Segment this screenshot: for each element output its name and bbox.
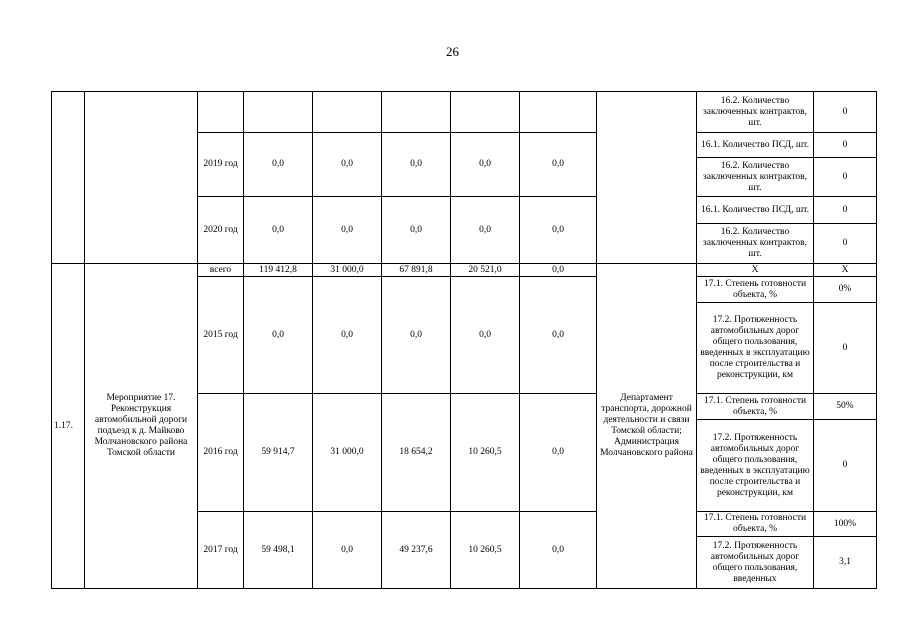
value-cell: 20 521,0 (451, 264, 520, 277)
value-cell (244, 92, 313, 133)
indicator-value: 0 (814, 92, 877, 133)
indicator-value: 0 (814, 303, 877, 394)
indicator-name: 16.1. Количество ПСД, шт. (697, 197, 814, 224)
value-cell (520, 92, 597, 133)
value-cell: 119 412,8 (244, 264, 313, 277)
value-cell: 0,0 (313, 277, 382, 394)
indicator-name: 16.2. Количество заключенных контрактов, шт. (697, 92, 814, 133)
page-number: 26 (446, 44, 459, 59)
value-cell: 0,0 (382, 197, 451, 264)
indicator-value: 50% (814, 394, 877, 420)
value-cell: 49 237,6 (382, 512, 451, 589)
value-cell: 10 260,5 (451, 512, 520, 589)
value-cell: 0,0 (244, 277, 313, 394)
value-cell: 0,0 (451, 277, 520, 394)
value-cell: 10 260,5 (451, 394, 520, 512)
value-cell: 0,0 (520, 197, 597, 264)
indicator-value: 0 (814, 133, 877, 158)
value-cell (382, 92, 451, 133)
indicator-name: 16.2. Количество заключенных контрактов, шт. (697, 158, 814, 197)
row-number-cell: 1.17. (52, 264, 85, 589)
value-cell: 0,0 (244, 133, 313, 197)
measure-name-cell (85, 92, 198, 264)
year-cell (198, 92, 244, 133)
indicator-name: 17.2. Протяженность автомобильных дорог общего пользования, введенных (697, 537, 814, 589)
value-cell: 0,0 (244, 197, 313, 264)
value-cell: 0,0 (313, 512, 382, 589)
measures-table (51, 91, 877, 589)
value-cell: 0,0 (382, 277, 451, 394)
indicator-value: 0 (814, 197, 877, 224)
row-number-cell (52, 92, 85, 264)
indicator-value: 0 (814, 224, 877, 264)
value-cell: 59 498,1 (244, 512, 313, 589)
value-cell: 59 914,7 (244, 394, 313, 512)
indicator-name: 17.2. Протяженность автомобильных дорог общего пользования, введенных в эксплуатацию после строительства и реконструкции, км (697, 420, 814, 512)
indicator-value: 3,1 (814, 537, 877, 589)
year-cell: всего (198, 264, 244, 277)
value-cell: 0,0 (313, 133, 382, 197)
value-cell: 0,0 (313, 197, 382, 264)
value-cell: 0,0 (451, 133, 520, 197)
executor-cell (597, 92, 697, 264)
indicator-value: Х (814, 264, 877, 277)
value-cell: 0,0 (520, 277, 597, 394)
value-cell (451, 92, 520, 133)
indicator-name: 16.2. Количество заключенных контрактов, шт. (697, 224, 814, 264)
indicator-name: Х (697, 264, 814, 277)
year-cell: 2020 год (198, 197, 244, 264)
year-cell: 2016 год (198, 394, 244, 512)
indicator-value: 0% (814, 277, 877, 303)
table-row (52, 264, 877, 277)
value-cell: 0,0 (520, 264, 597, 277)
indicator-name: 17.1. Степень готовности объекта, % (697, 512, 814, 537)
value-cell: 0,0 (520, 512, 597, 589)
indicator-value: 100% (814, 512, 877, 537)
value-cell: 67 891,8 (382, 264, 451, 277)
year-cell: 2019 год (198, 133, 244, 197)
value-cell (313, 92, 382, 133)
value-cell: 0,0 (451, 197, 520, 264)
value-cell: 18 654,2 (382, 394, 451, 512)
indicator-name: 17.1. Степень готовности объекта, % (697, 394, 814, 420)
value-cell: 31 000,0 (313, 394, 382, 512)
indicator-name: 17.2. Протяженность автомобильных дорог общего пользования, введенных в эксплуатацию после строительства и реконструкции, км (697, 303, 814, 394)
value-cell: 31 000,0 (313, 264, 382, 277)
value-cell: 0,0 (520, 133, 597, 197)
indicator-value: 0 (814, 158, 877, 197)
table-row (52, 92, 877, 133)
measure-name-cell: Мероприятие 17. Реконструкция автомобильной дороги подъезд к д. Майково Молчановского района Томской области (85, 264, 198, 589)
year-cell: 2015 год (198, 277, 244, 394)
year-cell: 2017 год (198, 512, 244, 589)
value-cell: 0,0 (520, 394, 597, 512)
indicator-name: 17.1. Степень готовности объекта, % (697, 277, 814, 303)
indicator-value: 0 (814, 420, 877, 512)
indicator-name: 16.1. Количество ПСД, шт. (697, 133, 814, 158)
value-cell: 0,0 (382, 133, 451, 197)
executor-cell: Департамент транспорта, дорожной деятельности и связи Томской области; Администрация Молчановского района (597, 264, 697, 589)
